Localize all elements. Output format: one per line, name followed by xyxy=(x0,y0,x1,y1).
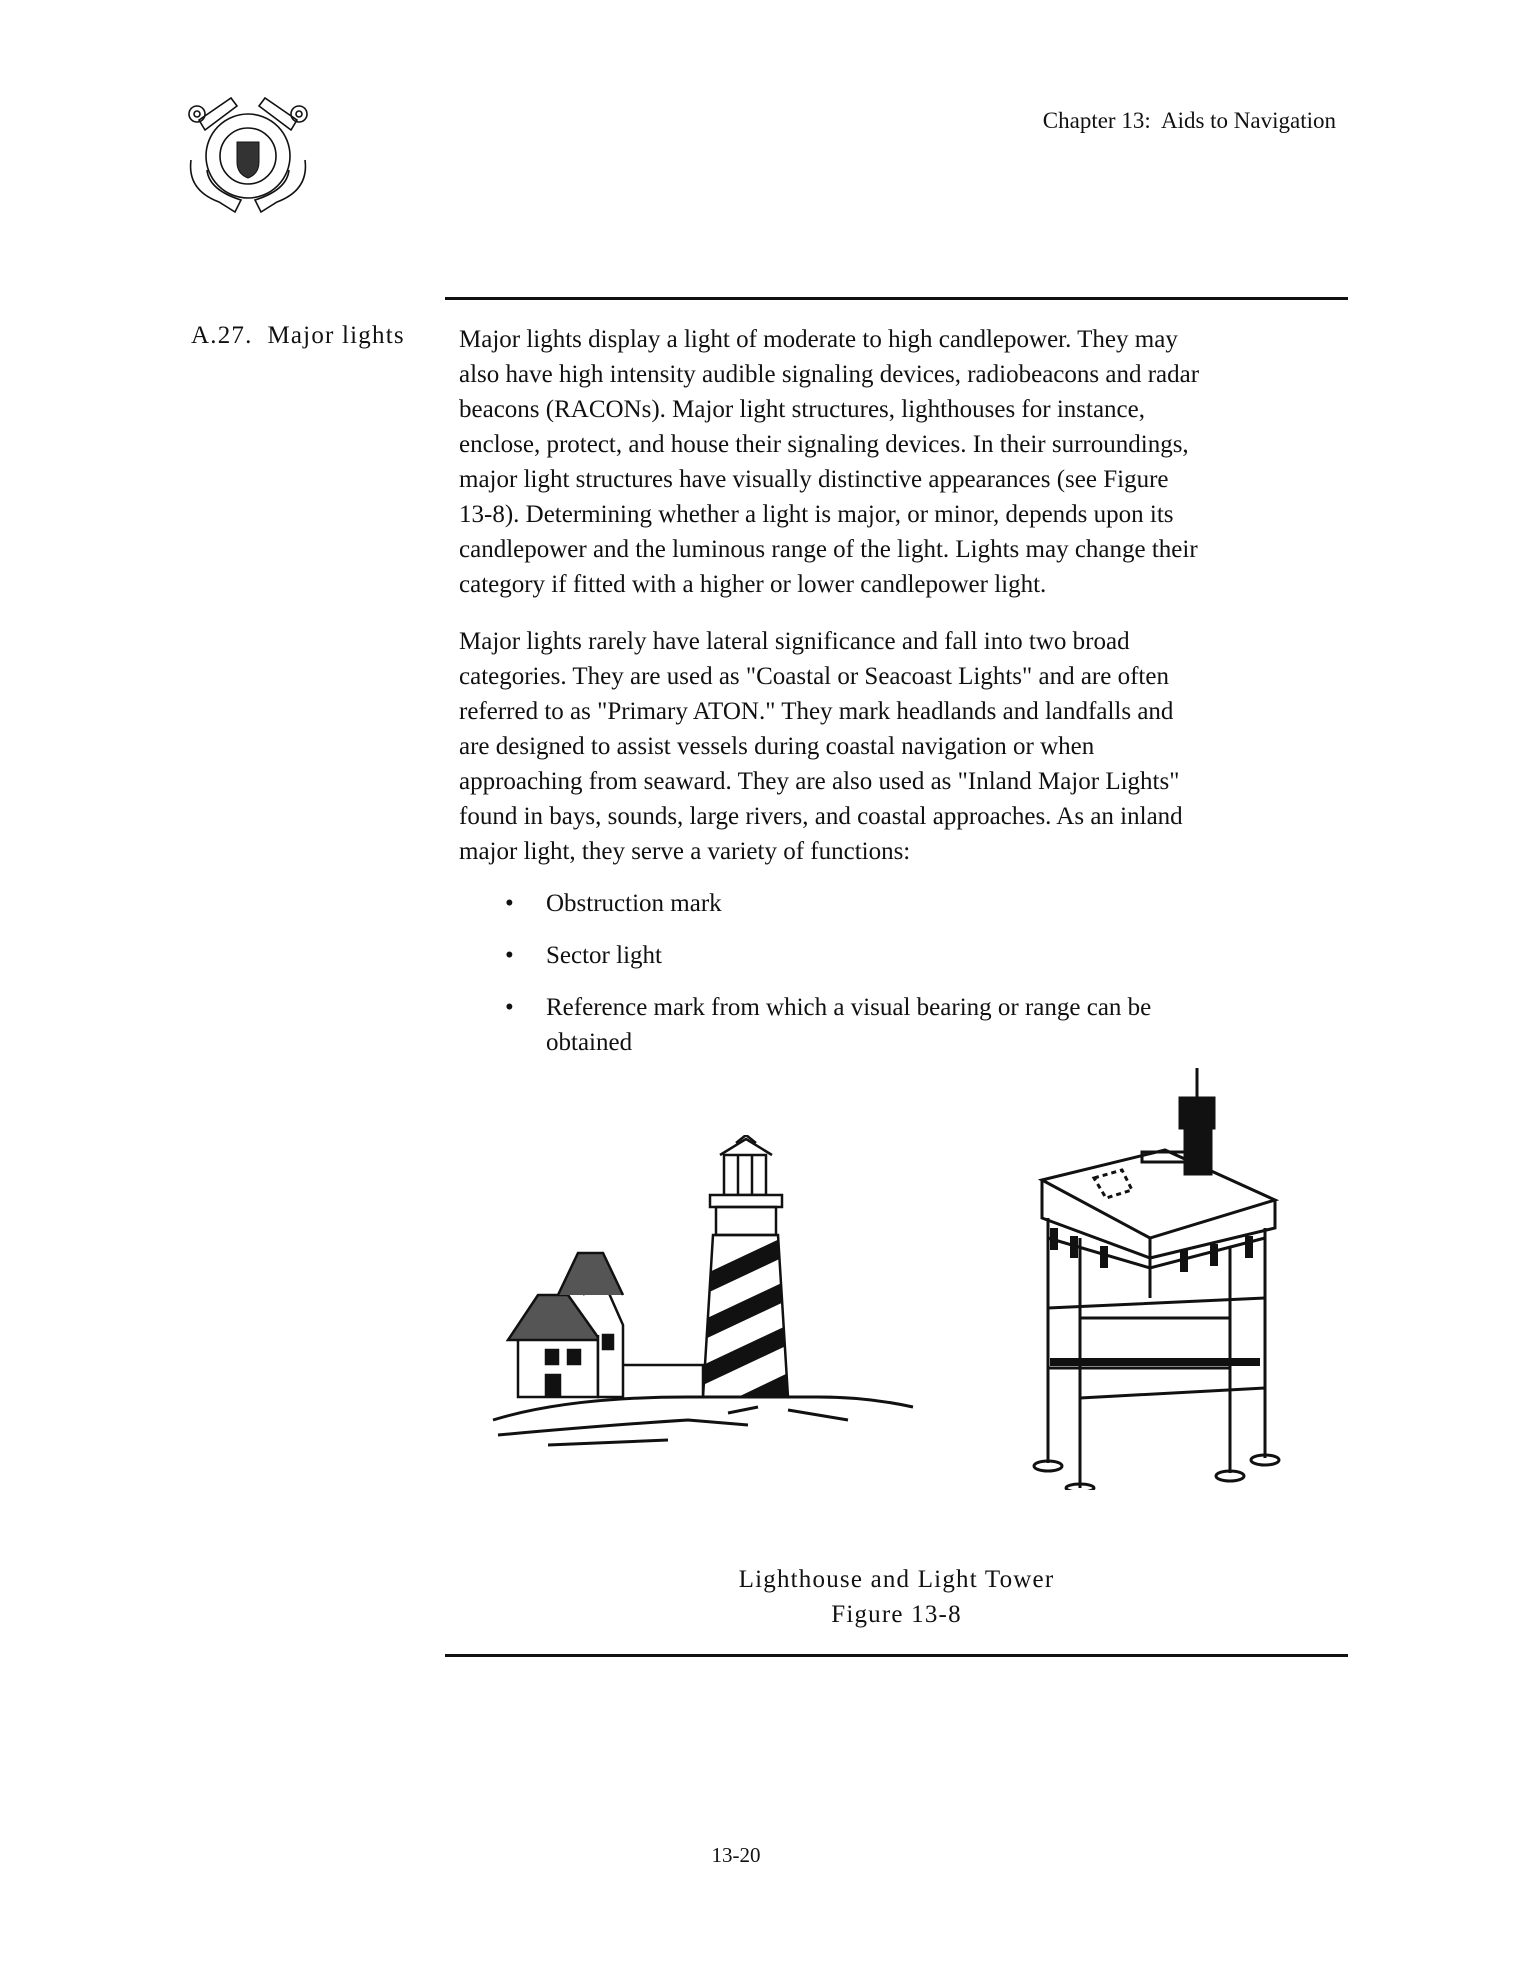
text-line: also have high intensity audible signaling devices, radiobeacons and radar xyxy=(459,361,1200,388)
bullet-icon: • xyxy=(505,890,514,917)
figure-number: Figure 13-8 xyxy=(831,1601,962,1628)
paragraph-1 xyxy=(459,322,1359,602)
text-line: found in bays, sounds, large rivers, and coastal approaches. As an inland xyxy=(459,803,1183,830)
coast-guard-seal-logo xyxy=(179,90,317,220)
light-tower-illustration xyxy=(1030,1068,1284,1490)
section-label: A.27. Major lights xyxy=(191,322,405,349)
text-line: Major lights display a light of moderate to high candlepower. They may xyxy=(459,326,1178,353)
bullet-text xyxy=(546,990,1151,1060)
lighthouse-illustration xyxy=(488,1135,922,1447)
text-line: candlepower and the luminous range of the light. Lights may change their xyxy=(459,536,1198,563)
bullet-text: Obstruction mark xyxy=(546,890,722,917)
text-line: approaching from seaward. They are also used as "Inland Major Lights" xyxy=(459,768,1180,795)
bullet-text-line: obtained xyxy=(546,1029,633,1056)
chapter-header: Chapter 13: Aids to Navigation xyxy=(1042,108,1336,133)
text-line: 13-8). Determining whether a light is major, or minor, depends upon its xyxy=(459,501,1174,528)
text-line: enclose, protect, and house their signaling devices. In their surroundings, xyxy=(459,431,1189,458)
bullet-text: Sector light xyxy=(546,942,662,969)
figure-caption xyxy=(445,1562,1348,1632)
text-line: major light, they serve a variety of functions: xyxy=(459,838,911,865)
bottom-rule xyxy=(445,1654,1348,1657)
bullet-icon: • xyxy=(505,942,514,969)
text-line: categories. They are used as "Coastal or Seacoast Lights" and are often xyxy=(459,663,1169,690)
text-line: major light structures have visually distinctive appearances (see Figure xyxy=(459,466,1169,493)
text-line: Major lights rarely have lateral significance and fall into two broad xyxy=(459,628,1130,655)
bullet-icon: • xyxy=(505,994,514,1021)
top-rule xyxy=(445,297,1348,300)
figure-title: Lighthouse and Light Tower xyxy=(738,1566,1055,1593)
bullet-text-line: Reference mark from which a visual bearing or range can be xyxy=(546,994,1152,1021)
paragraph-2 xyxy=(459,624,1359,869)
text-line: referred to as "Primary ATON." They mark headlands and landfalls and xyxy=(459,698,1174,725)
page-number: 13-20 xyxy=(711,1843,761,1867)
text-line: are designed to assist vessels during coastal navigation or when xyxy=(459,733,1095,760)
text-line: category if fitted with a higher or lower candlepower light. xyxy=(459,571,1047,598)
text-line: beacons (RACONs). Major light structures, lighthouses for instance, xyxy=(459,396,1145,423)
